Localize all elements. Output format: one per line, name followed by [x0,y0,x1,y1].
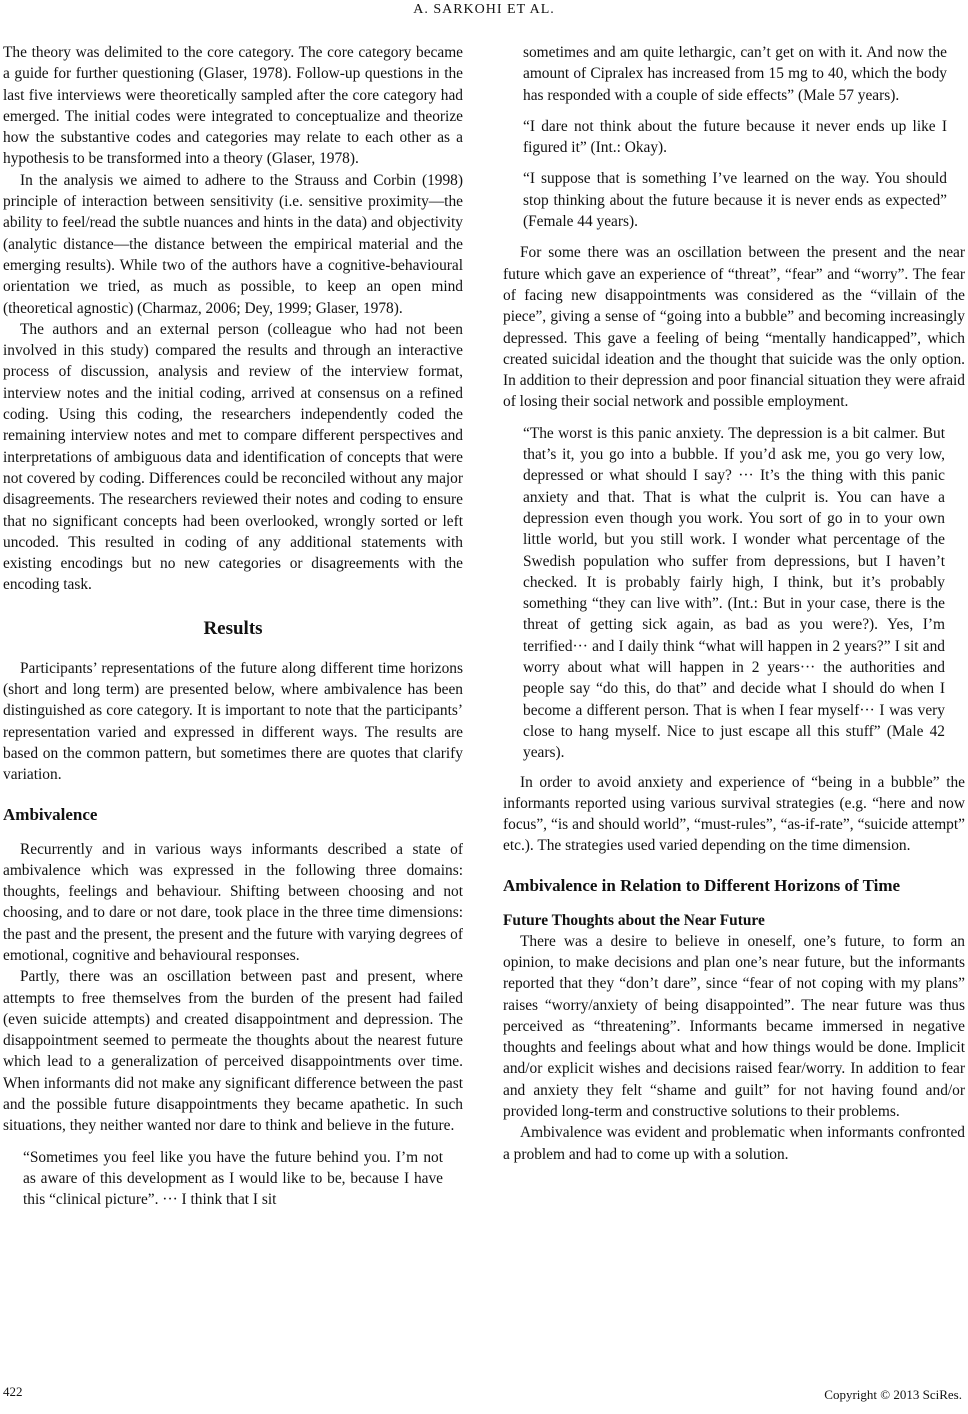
paragraph: The authors and an external person (colleague who had not been involved in this study) compared the results and through an interactive process of discussion, analysis and review of the interview format, interview notes and the initial coding, arrived at consensus on a refined coding. Using this coding, the researchers independently coded the remaining interview notes and met to compare different perspectives and interpretations of ambiguous data and identification of concepts that were not covered by coding. Differences could be reconciled without any major disagreements. The researchers reviewed their notes and coding to ensure that no significant concepts had been overlooked, wrongly sorted or left uncoded. This resulted in coding of any additional statements with existing encodings but no new categories or disagreements with the encoding task. [3,320,463,594]
left-column [3,42,463,1219]
block-quote [523,42,947,232]
paragraph: The theory was delimited to the core category. The core category became a guide for further questioning (Glaser, 1978). Follow-up questions in the last five interviews were theoretically sampled after the core category had emerged. The initial codes were integrated to conceptualize and theorize how the substantive codes and categories may relate to each other as a hypothesis to be transformed into a theory (Glaser, 1978). [3,44,463,168]
paragraph: In the analysis we aimed to adhere to the Strauss and Corbin (1998) principle of interaction between sensitivity (i.e. sensitive proximity—the ability to feel/read the subtle nuances and hints in the data) and objectivity (analytic distance—the distance between the empirical material and the emerging results). While two of the authors have a cognitive-behavioural orientation we tried, as much as possible, to keep an open mind (theoretical agnostic) (Charmaz, 2006; Dey, 1999; Glaser, 1978). [3,171,463,317]
right-column [503,42,965,1165]
paragraph: Ambivalence was evident and problematic when informants confronted a problem and had to come up with a solution. [503,1124,965,1163]
running-head: A. SARKOHI ET AL. [413,2,555,17]
quote-text: “I dare not think about the future because it never ends up like I figured it” (Int.: Okay). [523,117,947,157]
quote-text: “The worst is this panic anxiety. The depression is a bit calmer. But that’s it, you go into a bubble. If you’d ask me, you go very low, depressed or what should I say? ··· It’s the thing with this panic anxiety and that. That is what the culprit is. You can have a depression even though you work. You sort of go in to your own little world, but you still work. I wonder what percentage of the Swedish population who suffer from depressions, but I haven’t checked. It is probably fairly high, I think, but it’s probably something “they can live with”. (Int.: But in your case, there is the threat of getting sick again, as bad as you were?). Yes, I’m terrified··· and I daily think “what will happen in 2 years?” I sit and worry about what will happen in 2 years··· the authorities and people say “do this, do that” and decide what I should do when I become a different person. That is when I fear myself··· I was very close to hang myself. Nice to just escape all this stuff” (Male 42 years). [523,424,945,762]
near-future-heading: Future Thoughts about the Near Future [503,911,765,929]
results-heading: Results [203,617,263,639]
paragraph: For some there was an oscillation between the present and the near future which gave an experience of “threat”, “fear” and “worry”. The fear of facing new disappointments was considered as the “villain of the piece”, giving a sense of “going into a bubble” and becoming increasingly depressed. This gave a feeling of being “mentally handicapped”, which created suicidal ideation and the thought that suicide was the only option. In addition to their depression and poor financial situation they were afraid of losing their social network and possible employment. [503,244,965,411]
quote-text: “Sometimes you feel like you have the future behind you. I’m not as aware of this development as I would like to be, because I have this “clinical picture”. ··· I think that I sit [23,1148,443,1209]
ambivalence-heading: Ambivalence [3,804,98,824]
paragraph: Partly, there was an oscillation between past and present, where attempts to free themselves from the burden of the present had failed (even suicide attempts) and created disappointment and depression. The disappointment seemed to permeate the thoughts about the nearest future which lead to a generalization of perceived disappointments over time. When informants did not make any significant difference between the past and the possible future disappointments they became apathetic. In such situations, they neither wanted nor dare to think and believe in the future. [3,968,463,1135]
page-number: 422 [3,1384,23,1399]
paragraph: There was a desire to believe in oneself, one’s future, to form an opinion, to make decisions and plan one’s near future, but the informants reported that they “don’t dare”, since “fear of not coping with my plans” raises “worry/anxiety of being disappointed”. The near future was thus perceived as “threatening”. Informants became immersed in negative thoughts and feelings about what and how things would be done. Implicit and/or explicit wishes and decisions raised fear/worry. In addition to fear and anxiety they felt “shame and guilt” for not having found and/or provided long-term and constructive solutions to their problems. [503,932,965,1121]
block-quote [523,423,945,764]
copyright-notice: Copyright © 2013 SciRes. [824,1387,962,1402]
quote-text: sometimes and am quite lethargic, can’t get on with it. And now the amount of Cipralex has increased from 15 mg to 40, which the body has responded with a couple of side effects” (Male 57 years). [523,44,947,104]
paragraph: In order to avoid anxiety and experience of “being in a bubble” the informants reported using various survival strategies (e.g. “here and now focus”, “is and should world”, “must-rules”, “as-if-rate”, “suicide attempt” etc.). The strategies used varied depending on the time dimension. [503,773,965,855]
paragraph: Participants’ representations of the future along different time horizons (short and long term) are presented below, where ambivalence has been distinguished as core category. It is important to note that the participants’ representation varied and expressed in different ways. The results are based on the common pattern, but sometimes there are quotes that clarify variation. [3,659,463,784]
quote-text: “I suppose that is something I’ve learned on the way. You should stop thinking about the future because it is never ends as expected” (Female 44 years). [523,170,947,231]
horizons-heading: Ambivalence in Relation to Different Horizons of Time [503,875,901,895]
block-quote [23,1147,443,1211]
paragraph: Recurrently and in various ways informants described a state of ambivalence which was expressed in the following three domains: thoughts, feelings and behaviour. Shifting between choosing and not choosing, and to dare or not dare, took place in the three time dimensions: the past and the present, the present and the future with varying degrees of emotional, cognitive and behavioural responses. [3,840,463,964]
